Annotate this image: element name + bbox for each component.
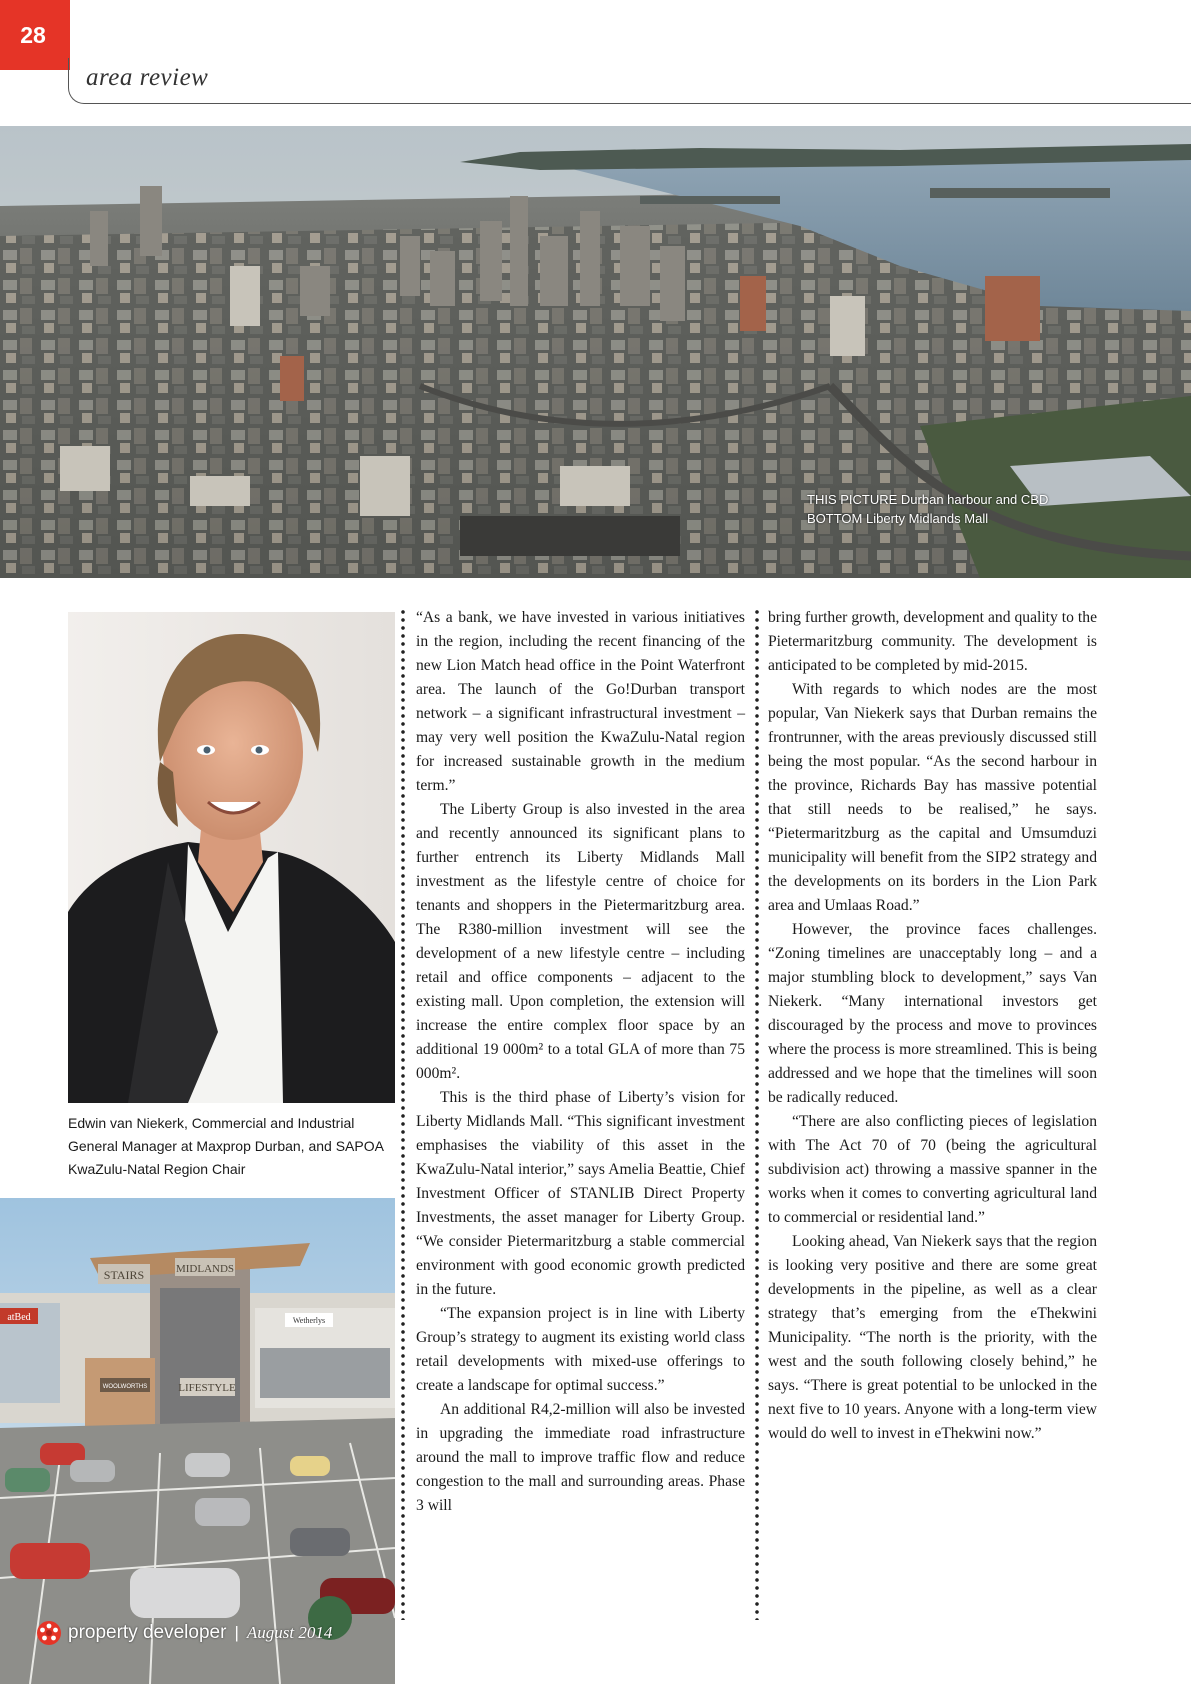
paragraph: With regards to which nodes are the most popular, Van Niekerk says that Durban remains the frontrunner, with the areas previously discussed still being the most popular. “As the second harbour in the province, Richards Bay has massive potential that still needs to be realised,” he says. “Pietermaritzburg as the capital and Umsumduzi municipality will benefit from the SIP2 strategy and the developments on its borders in the Lion Park area and Umlaas Road.” [768, 681, 1097, 914]
article-column-2 [768, 606, 1097, 1446]
mall-sign-bed: atBed [7, 1312, 31, 1323]
paragraph: Looking ahead, Van Niekerk says that the region is looking very positive and there are some great developments in the pipeline, as well as a clear strategy that’s emerging from the eThekwini Municipality. “The north is the priority, with the west and the south following closely behind,” he says. “There is great potential to be unlocked in the next five to 10 years. Anyone with a long-term view would do well to invest in eThekwini now.” [768, 1233, 1097, 1442]
mall-sign-lifestyle: LIFESTYLE [178, 1382, 236, 1394]
page-number: 28 [0, 0, 70, 70]
footer-separator: | [234, 1623, 239, 1642]
mall-sign-stairs: STAIRS [103, 1268, 145, 1282]
header-rule [68, 58, 1191, 104]
paragraph: The Liberty Group is also invested in the area and recently announced its significant plans to further entrench its Liberty Midlands Mall investment as the lifestyle centre of choice for tenants and shoppers in the Pietermaritzburg area. The R380-million investment will see the development of a new lifestyle centre – including retail and office components – adjacent to the existing mall. Upon completion, the extension will increase the entire complex floor space by an additional 19 000m² to a total GLA of more than 75 000m². [416, 801, 745, 1082]
hero-caption [807, 490, 1048, 528]
hero-caption-text-1: Durban harbour and CBD [900, 492, 1049, 507]
column-divider-1 [400, 608, 406, 1620]
footer-issue: August 2014 [246, 1623, 333, 1642]
hero-caption-text-2: Liberty Midlands Mall [866, 511, 989, 526]
magazine-logo-icon [36, 1620, 62, 1646]
paragraph: bring further growth, development and quality to the Pietermaritzburg community. The development is anticipated to be completed by mid-2015. [768, 609, 1097, 674]
hero-caption-label-2: BOTTOM [807, 511, 863, 526]
paragraph: This is the third phase of Liberty’s vision for Liberty Midlands Mall. “This significant investment emphasises the viability of this asset in the KwaZulu-Natal interior,” says Amelia Beattie, Chief Investment Officer of STANLIB Direct Property Investments, the asset manager for Liberty Group. “We consider Pietermaritzburg a stable commercial environment with good economic growth predicted in the future. [416, 1089, 745, 1298]
hero-caption-line-2 [807, 509, 1048, 528]
paragraph: However, the province faces challenges. “Zoning timelines are unacceptably long – and a major stumbling block to development,” says Van Niekerk. “Many international investors get discouraged by the process and move to provinces where the process is more streamlined. This is being addressed and we hope that the timelines will soon be radically reduced. [768, 921, 1097, 1106]
section-title: area review [86, 64, 209, 91]
portrait-illustration [68, 612, 395, 1103]
article-column-1 [416, 606, 745, 1518]
portrait-photo [68, 612, 395, 1103]
hero-caption-label-1: THIS PICTURE [807, 492, 898, 507]
mall-sign-wetherlys: Wetherlys [292, 1316, 326, 1325]
footer-brand: property developer [68, 1622, 227, 1643]
footer [36, 1620, 332, 1646]
mall-sign-midlands: MIDLANDS [175, 1263, 235, 1275]
mall-sign-woolworths: WOOLWORTHS [102, 1384, 148, 1390]
paragraph: “As a bank, we have invested in various initiatives in the region, including the recent financing of the new Lion Match head office in the Point Waterfront area. The launch of the Go!Durban transport network – a significant infrastructural investment – may very well position the KwaZulu-Natal region for increased sustainable growth in the medium term.” [416, 609, 745, 794]
paragraph: An additional R4,2-million will also be invested in upgrading the immediate road infrastructure around the mall to improve traffic flow and reduce congestion to the mall and surrounding areas. Phase 3 will [416, 1401, 745, 1514]
mall-rendering-illustration [0, 1198, 395, 1684]
paragraph: “The expansion project is in line with Liberty Group’s strategy to augment its existing world class retail developments with mixed-use offerings to create a landscape for optimal success.” [416, 1305, 745, 1394]
hero-caption-line-1 [807, 490, 1048, 509]
mall-rendering-photo [0, 1198, 395, 1684]
paragraph: “There are also conflicting pieces of legislation with The Act 70 of 70 (being the agricultural subdivision act) throwing a massive spanner in the works when it comes to converting agricultural land to commercial or residential land.” [768, 1113, 1097, 1226]
column-divider-2 [754, 608, 760, 1620]
portrait-caption: Edwin van Niekerk, Commercial and Industrial General Manager at Maxprop Durban, and SAPOA KwaZulu-Natal Region Chair [68, 1115, 384, 1177]
